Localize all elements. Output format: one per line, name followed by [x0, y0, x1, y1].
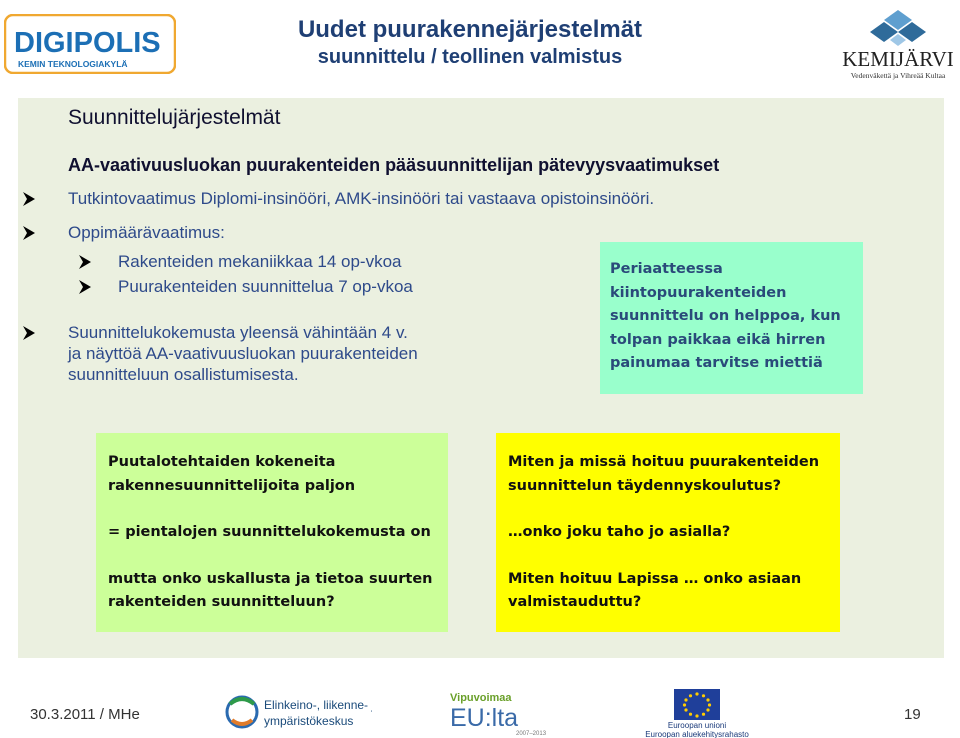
bullet-experience — [68, 322, 508, 385]
bullet-curriculum — [68, 222, 225, 243]
bullet-wood-design — [118, 276, 413, 297]
arrow-bullet-icon — [20, 190, 38, 208]
bullet-text: Oppimäärävaatimus: — [68, 223, 225, 242]
page-number: 19 — [904, 706, 921, 723]
callout-training — [496, 433, 840, 632]
callout-line: mutta onko uskallusta ja tietoa suurten — [108, 570, 433, 587]
callout-paragraph — [108, 451, 438, 498]
ely-logo — [222, 690, 372, 734]
ely-line-2: ympäristökeskus — [264, 714, 354, 728]
title-line-1: Uudet puurakennejärjestelmät — [297, 16, 643, 43]
callout-line: kiintopuurakenteiden — [610, 284, 787, 301]
arrow-bullet-icon — [20, 324, 38, 342]
digipolis-logo — [4, 14, 176, 74]
callout-line: tolpan paikkaa eikä hirren — [610, 331, 826, 348]
callout-line: Periaatteessa — [610, 261, 723, 277]
arrow-bullet-icon — [20, 224, 38, 242]
callout-paragraph — [108, 568, 438, 615]
eu-flag-icon — [674, 689, 720, 720]
bullet-mechanics — [118, 251, 402, 272]
callout-line: suunnittelu on helppoa, kun — [610, 308, 841, 324]
title-line-2: suunnittelu / teollinen valmistus — [317, 46, 623, 68]
arrow-bullet-icon — [76, 253, 94, 271]
callout-line: Miten hoituu Lapissa … onko asiaan — [508, 570, 802, 587]
eu-flag-line-2: Euroopan aluekehitysrahasto — [645, 730, 749, 738]
bullet-degree — [68, 188, 654, 209]
digipolis-name: DIGIPOLIS — [14, 27, 161, 59]
callout-line: rakennesuunnittelijoita paljon — [108, 477, 356, 494]
eu-flag-line-1: Euroopan unioni — [667, 721, 727, 730]
callout-paragraph — [508, 568, 830, 615]
page-title — [270, 16, 670, 70]
bullet-text: Suunnittelukokemusta yleensä vähintään 4 v. — [68, 323, 408, 342]
callout-principle — [600, 242, 863, 394]
callout-line: painumaa tarvitse miettiä — [610, 355, 823, 371]
callout-line: Puutalotehtaiden kokeneita — [108, 454, 336, 470]
footer-date: 30.3.2011 / MHe — [30, 706, 140, 723]
bullet-text-continued: ja näyttöä AA-vaativuusluokan puurakenteiden — [68, 344, 418, 363]
requirements-heading: AA-vaativuusluokan puurakenteiden pääsuunnittelijan pätevyysvaatimukset — [68, 155, 720, 175]
callout-line: rakenteiden suunnitteluun? — [108, 594, 335, 610]
kemijarvi-name: KEMIJÄRVI — [842, 47, 954, 71]
bullet-text-continued: suunnitteluun osallistumisesta. — [68, 365, 299, 384]
eu-alta-name: EU:lta — [450, 704, 519, 732]
callout-paragraph: …onko joku taho jo asialla? — [508, 524, 731, 540]
ely-line-1: Elinkeino-, liikenne- ja — [264, 698, 372, 712]
bullet-text: Tutkintovaatimus Diplomi-insinööri, AMK-insinööri tai vastaava opistoinsinööri. — [68, 189, 655, 208]
eu-alta-logo — [448, 690, 558, 736]
section-heading: Suunnittelujärjestelmät — [68, 106, 281, 129]
callout-house-factories — [96, 433, 448, 632]
callout-line: suunnittelun täydennyskoulutus? — [508, 477, 782, 494]
bullet-text: Rakenteiden mekaniikkaa 14 op-vkoa — [118, 252, 402, 271]
eu-alta-tagline: Vipuvoimaa — [450, 692, 512, 704]
callout-line: valmistauduttu? — [508, 594, 642, 610]
arrow-bullet-icon — [76, 278, 94, 296]
digipolis-tagline: KEMIN TEKNOLOGIAKYLÄ — [18, 59, 128, 69]
callout-paragraph — [508, 451, 830, 498]
eu-alta-period: 2007–2013 — [516, 731, 547, 736]
kemijarvi-logo — [840, 6, 956, 84]
kemijarvi-tagline: Vedenväkettä ja Vihreää Kultaa — [850, 71, 946, 80]
callout-paragraph: = pientalojen suunnittelukokemusta on — [108, 524, 431, 540]
eu-flag-logo — [630, 688, 770, 738]
bullet-text: Puurakenteiden suunnittelua 7 op-vkoa — [118, 277, 413, 296]
callout-line: Miten ja missä hoituu puurakenteiden — [508, 454, 820, 470]
